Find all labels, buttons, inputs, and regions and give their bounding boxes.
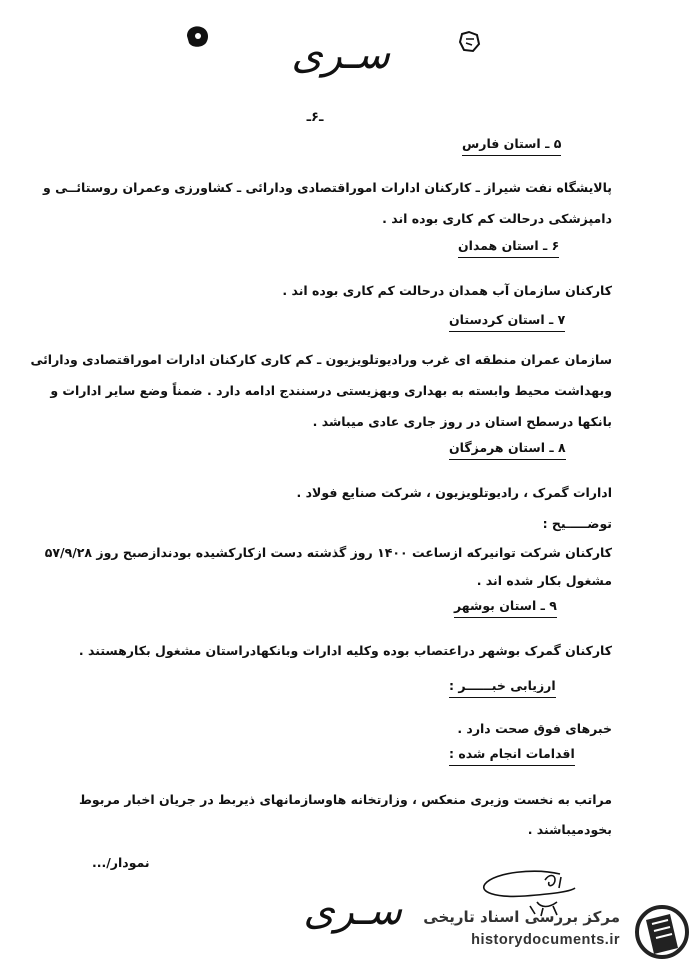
watermark-url: historydocuments.ir bbox=[471, 932, 620, 948]
watermark-name: مرکز بررسی اسناد تاریخی bbox=[423, 908, 620, 926]
watermark bbox=[420, 900, 700, 965]
kurdistan-line-2: وبهداشت محیط وابسته به بهداری وبهزیستی درسنندج ادامه دارد . ضمناً وضع سایر ادارات و bbox=[50, 383, 612, 398]
section-heading-fars-wrap bbox=[462, 136, 561, 156]
actions-heading: اقدامات انجام شده : bbox=[449, 746, 575, 766]
actions-heading-wrap bbox=[449, 746, 575, 766]
closing-line-2: بخودمیباشند . bbox=[527, 822, 612, 837]
kurdistan-line-3: بانکها درسطح استان در روز جاری عادی میباشد . bbox=[312, 414, 612, 429]
classification-top: سـری bbox=[291, 32, 390, 78]
assessment-heading-wrap bbox=[449, 678, 556, 698]
note-line-1: کارکنان شرکت توانیرکه ازساعت ۱۴۰۰ روز گذشته دست ازکارکشیده بودندازصبح روز ۵۷/۹/۲۸ bbox=[44, 545, 612, 560]
section-heading-hamedan-wrap bbox=[458, 238, 559, 258]
section-heading-kurdistan-wrap bbox=[449, 312, 565, 332]
section-heading-bushehr: ۹ ـ استان بوشهر bbox=[454, 598, 557, 618]
section-heading-fars: ۵ ـ استان فارس bbox=[462, 136, 561, 156]
page-number: ـ۶ـ bbox=[306, 110, 324, 125]
note-line-2: مشغول بکار شده اند . bbox=[476, 573, 612, 588]
hormozgan-line-1: ادارات گمرک ، رادیوتلویزیون ، شرکت صنایع فولاد . bbox=[296, 485, 612, 500]
assessment-text: خبرهای فوق صحت دارد . bbox=[457, 721, 612, 736]
section-heading-hormozgan: ۸ ـ استان هرمزگان bbox=[449, 440, 566, 460]
classification-bottom: سـری bbox=[303, 888, 402, 934]
note-heading: توضـــــیح : bbox=[542, 516, 612, 531]
fars-line-1: پالایشگاه نفت شیراز ـ کارکنان ادارات اموراقتصادی ودارائی ـ کشاورزی وعمران روستائــی و bbox=[43, 180, 612, 195]
stamp-mark bbox=[457, 30, 483, 54]
watermark-logo-icon bbox=[632, 904, 692, 960]
hamedan-line-1: کارکنان سازمان آب همدان درحالت کم کاری بوده اند . bbox=[282, 283, 612, 298]
binder-hole-mark bbox=[183, 22, 213, 50]
section-heading-kurdistan: ۷ ـ استان کردستان bbox=[449, 312, 565, 332]
section-heading-hormozgan-wrap bbox=[449, 440, 566, 460]
closing-line-1: مراتب به نخست وزیری منعکس ، وزارتخانه هاوسازمانهای ذیربط در جریان اخبار مربوط bbox=[78, 792, 612, 807]
assessment-heading: ارزیابی خبــــــر : bbox=[449, 678, 556, 698]
bushehr-line-1: کارکنان گمرک بوشهر دراعتصاب بوده وکلیه ادارات وبانکهادراستان مشغول بکارهستند . bbox=[78, 643, 612, 658]
fars-line-2: دامپزشکی درحالت کم کاری بوده اند . bbox=[382, 211, 612, 226]
section-heading-bushehr-wrap bbox=[454, 598, 557, 618]
kurdistan-line-1: سازمان عمران منطقه ای غرب ورادیوتلویزیون ـ کم کاری کارکنان ادارات اموراقتصادی ودارائی bbox=[30, 352, 612, 367]
copy-mark: نمودار/... bbox=[92, 855, 150, 870]
section-heading-hamedan: ۶ ـ استان همدان bbox=[458, 238, 559, 258]
